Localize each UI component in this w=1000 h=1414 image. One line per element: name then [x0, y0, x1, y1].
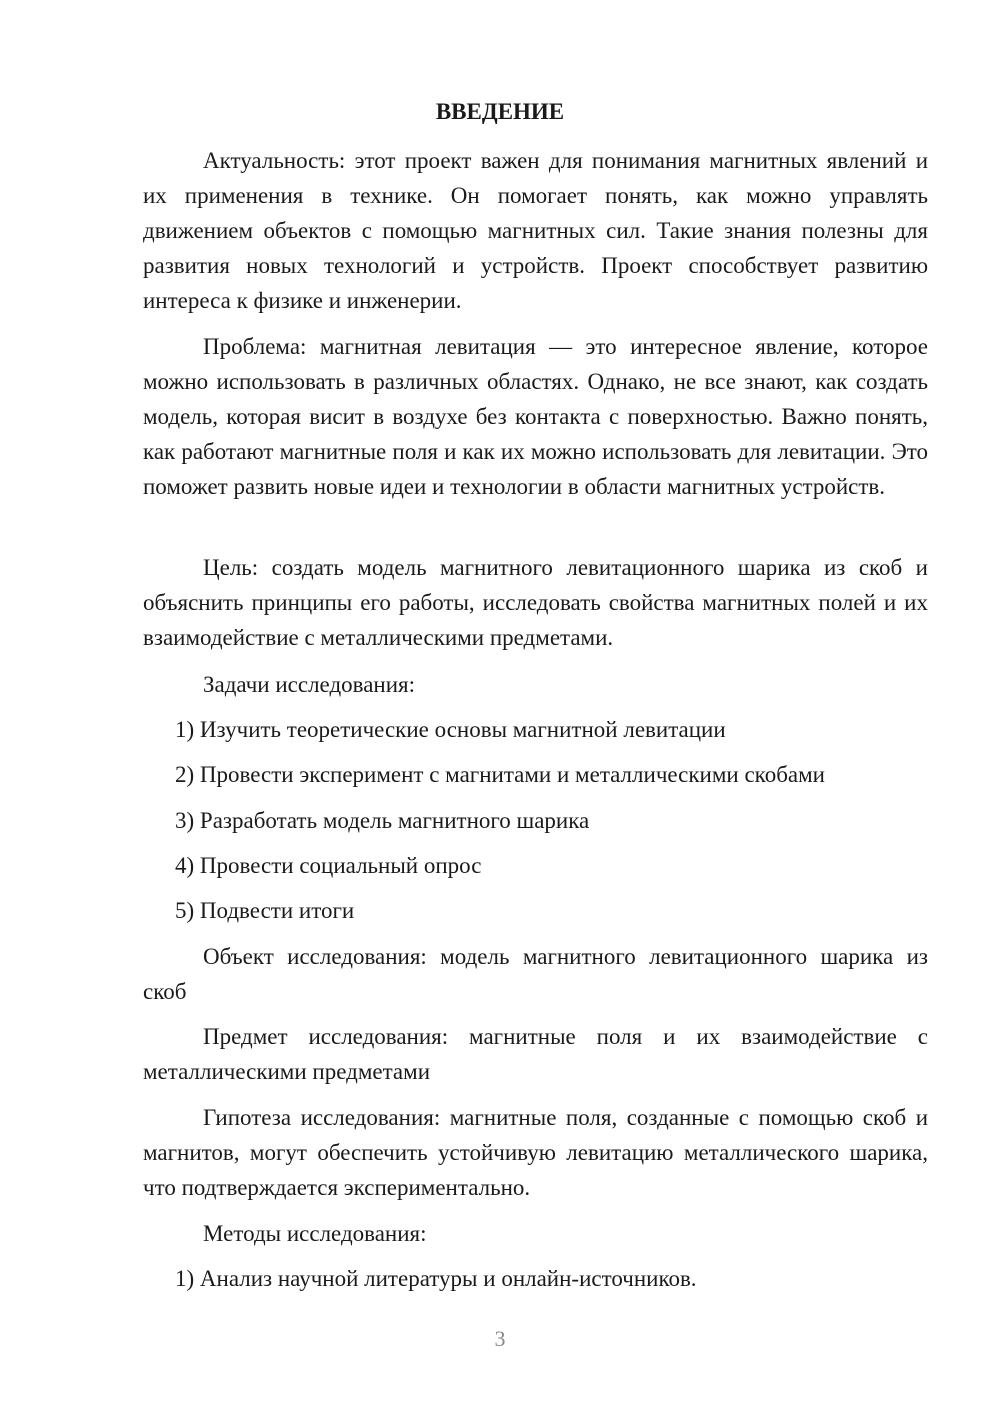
hypothesis-paragraph: Гипотеза исследования: магнитные поля, созданные с помощью скоб и магнитов, могут обеспечить устойчивую левитацию металлического шарика, что подтверждается экспериментально.	[143, 1105, 928, 1200]
goal-paragraph: Цель: создать модель магнитного левитационного шарика из скоб и объяснить принципы его работы, исследовать свойства магнитных полей и их взаимодействие с металлическими предметами.	[143, 555, 928, 650]
problem-paragraph: Проблема: магнитная левитация — это интересное явление, которое можно использовать в различных областях. Однако, не все знают, как создать модель, которая висит в воздухе без контакта с поверхностью. Важно понять, как работают магнитные поля и как их можно использовать для левитации. Это поможет развить новые идеи и технологии в области магнитных устройств.	[143, 334, 928, 499]
method-item: 1) Анализ научной литературы и онлайн-источников.	[175, 1266, 697, 1291]
task-item: 1) Изучить теоретические основы магнитной левитации	[175, 717, 726, 742]
relevance-paragraph: Актуальность: этот проект важен для понимания магнитных явлений и их применения в технике. Он помогает понять, как можно управлять движением объектов с помощью магнитных сил. Такие знания полезны для развития новых технологий и устройств. Проект способствует развитию интереса к физике и инженерии.	[143, 148, 928, 313]
task-item: 4) Провести социальный опрос	[175, 853, 482, 878]
page-title: ВВЕДЕНИЕ	[435, 99, 565, 124]
tasks-heading: Задачи исследования:	[203, 672, 416, 697]
object-paragraph: Объект исследования: модель магнитного левитационного шарика из скоб	[143, 944, 928, 1004]
task-item: 3) Разработать модель магнитного шарика	[175, 808, 590, 833]
methods-heading: Методы исследования:	[203, 1221, 427, 1246]
page-number: 3	[494, 1326, 506, 1351]
task-item: 5) Подвести итоги	[175, 898, 355, 923]
task-item: 2) Провести эксперимент с магнитами и металлическими скобами	[175, 762, 825, 787]
subject-paragraph: Предмет исследования: магнитные поля и их взаимодействие с металлическими предметами	[143, 1024, 928, 1084]
